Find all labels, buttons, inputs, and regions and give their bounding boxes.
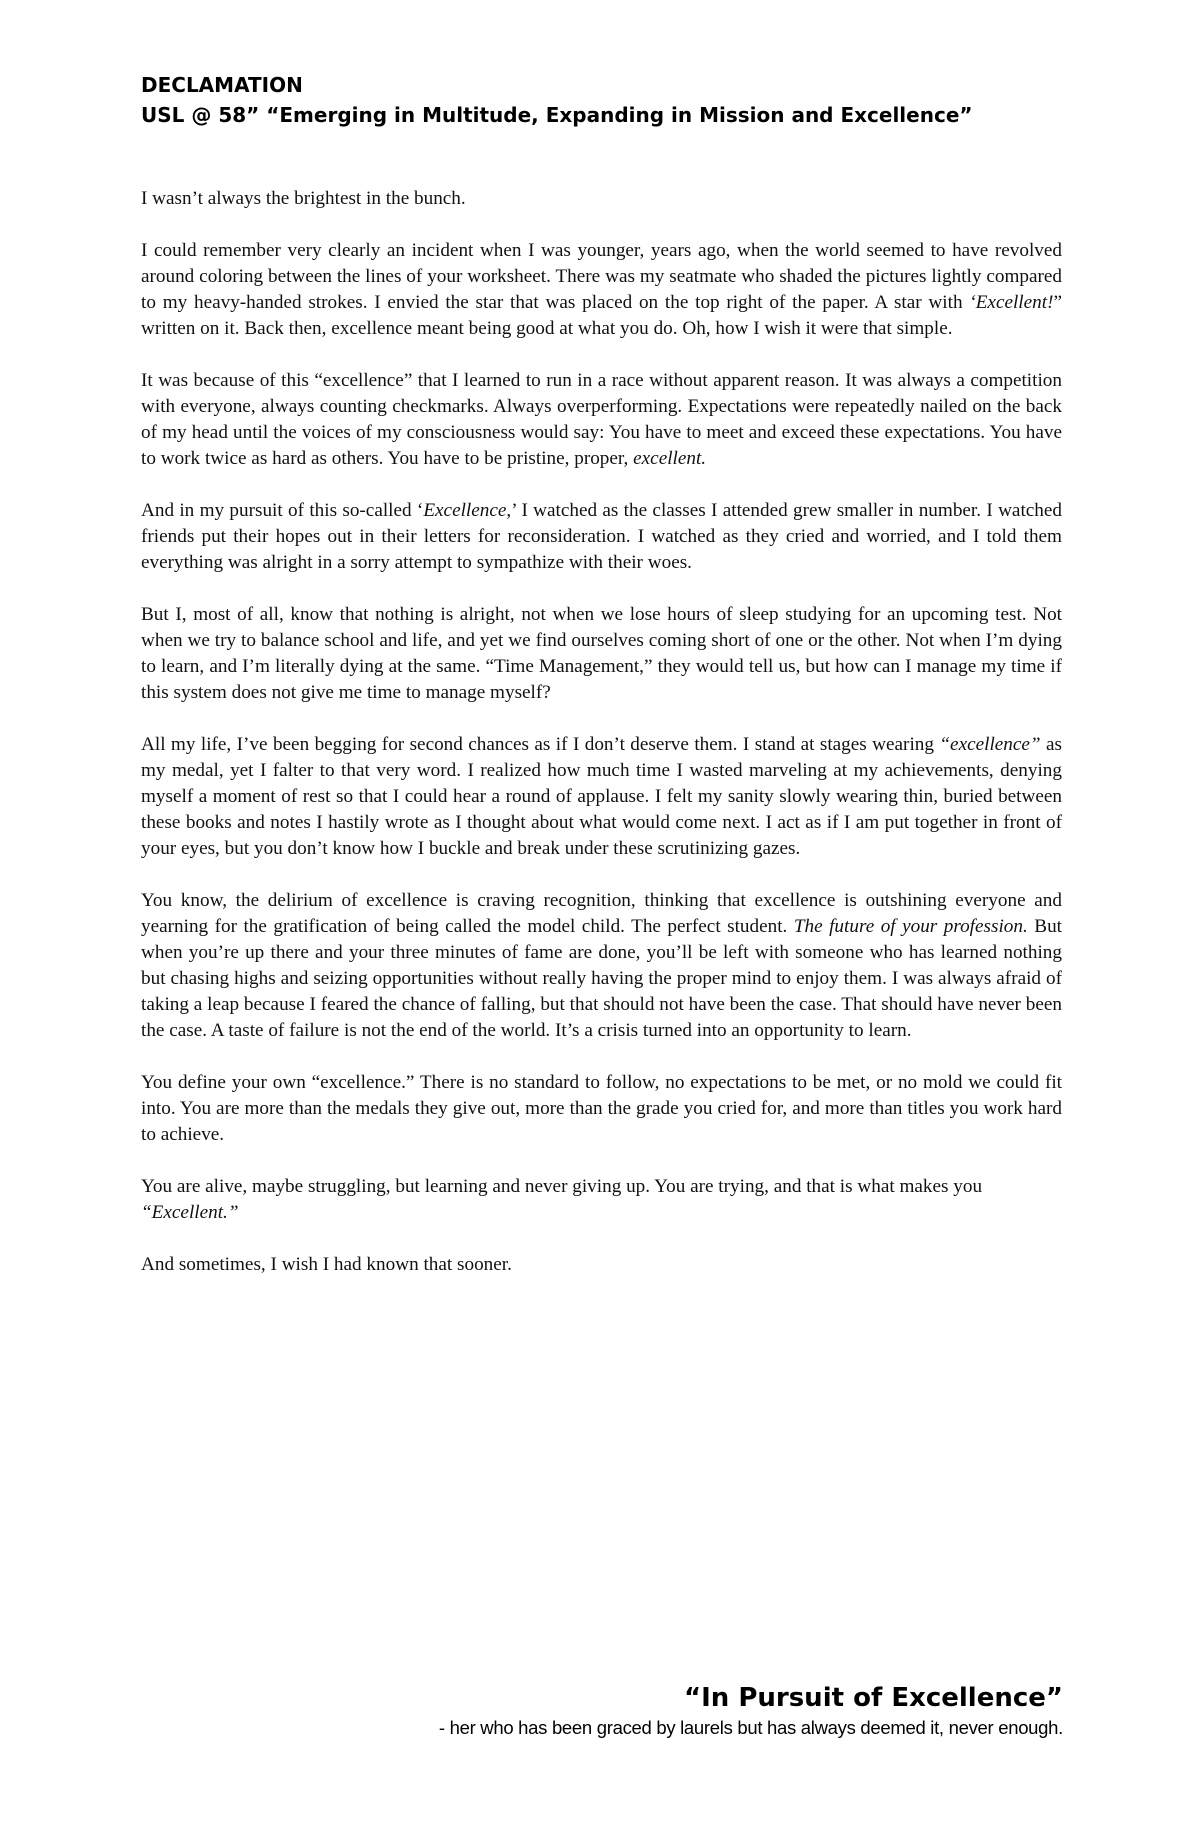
text-run: You define your own “excellence.” There is no standard to follow, no expectations to be met, or no mold we could fit into. You are more than the medals they give out, more than the grade you cried for, and more than titles you work hard to achieve. <box>141 1072 1062 1145</box>
emphasis-text: “Excellent.” <box>141 1202 239 1223</box>
speech-paragraph <box>141 368 1062 472</box>
document-title: DECLAMATION <box>141 73 303 97</box>
speech-paragraph <box>141 888 1062 1044</box>
author-byline: - her who has been graced by laurels but has always deemed it, never enough. <box>438 1717 1063 1738</box>
text-run: ” written on it. Back then, excellence meant being good at what you do. Oh, how I wish it were that simple. <box>141 292 1062 339</box>
speech-paragraph <box>141 498 1062 576</box>
speech-paragraph <box>141 186 1062 212</box>
speech-title: “In Pursuit of Excellence” <box>684 1683 1063 1713</box>
speech-paragraph <box>141 732 1062 862</box>
text-run: All my life, I’ve been begging for second chances as if I don’t deserve them. I stand at stages wearing <box>141 734 940 755</box>
emphasis-text: Excellence <box>423 500 507 521</box>
emphasis-text: “excellence” <box>939 734 1041 755</box>
text-run: I wasn’t always the brightest in the bunch. <box>141 188 466 209</box>
emphasis-text: excellent. <box>633 448 707 469</box>
text-run: You are alive, maybe struggling, but learning and never giving up. You are trying, and that is what makes you <box>141 1176 983 1197</box>
text-run: And sometimes, I wish I had known that sooner. <box>141 1254 512 1275</box>
text-run: But when you’re up there and your three minutes of fame are done, you’ll be left with someone who has learned nothing but chasing highs and seizing opportunities without really having the proper mind to enjoy them. I was always afraid of taking a leap because I feared the chance of falling, but that should not have been the case. That should have never been the case. A taste of failure is not the end of the world. It’s a crisis turned into an opportunity to learn. <box>141 916 1062 1041</box>
speech-paragraph <box>141 602 1062 706</box>
emphasis-text: ‘Excellent! <box>969 292 1054 313</box>
speech-paragraph <box>141 1174 1062 1226</box>
text-run: ,’ I watched as the classes I attended grew smaller in number. I watched friends put their hopes out in their letters for reconsideration. I watched as they cried and worried, and I told them everything was alright in a sorry attempt to sympathize with their woes. <box>141 500 1062 573</box>
text-run: And in my pursuit of this so-called ‘ <box>141 500 424 521</box>
speech-paragraph <box>141 1252 1062 1278</box>
text-run: as my medal, yet I falter to that very word. I realized how much time I wasted marveling at my achievements, denying myself a moment of rest so that I could hear a round of applause. I felt my sanity slowly wearing thin, buried between these books and notes I hastily wrote as I thought about what would come next. I act as if I am put together in front of your eyes, but you don’t know how I buckle and break under these scrutinizing gazes. <box>141 734 1063 859</box>
speech-paragraph <box>141 238 1062 342</box>
speech-paragraph <box>141 1070 1062 1148</box>
text-run: But I, most of all, know that nothing is alright, not when we lose hours of sleep studying for an upcoming test. Not when we try to balance school and life, and yet we find ourselves coming short of one or the other. Not when I’m dying to learn, and I’m literally dying at the same. “Time Management,” they would tell us, but how can I manage my time if this system does not give me time to manage myself? <box>141 604 1062 703</box>
speech-signature <box>439 1680 1063 1740</box>
text-run: I could remember very clearly an incident when I was younger, years ago, when the world seemed to have revolved around coloring between the lines of your worksheet. There was my seatmate who shaded the pictures lightly compared to my heavy-handed strokes. I envied the star that was placed on the top right of the paper. A star with <box>141 240 1062 313</box>
speech-body <box>141 186 1062 1304</box>
document-header <box>141 70 1081 130</box>
emphasis-text: The future of your profession. <box>793 916 1028 937</box>
text-run: You know, the delirium of excellence is craving recognition, thinking that excellence is outshining everyone and yearning for the gratification of being called the model child. The perfect student. <box>141 890 1062 937</box>
text-run: It was because of this “excellence” that I learned to run in a race without apparent reason. It was always a competition with everyone, always counting checkmarks. Always overperforming. Expectations were repeatedly nailed on the back of my head until the voices of my consciousness would say: You have to meet and exceed these expectations. You have to work twice as hard as others. You have to be pristine, proper, <box>141 370 1062 469</box>
document-subtitle: USL @ 58” “Emerging in Multitude, Expanding in Mission and Excellence” <box>141 103 973 127</box>
